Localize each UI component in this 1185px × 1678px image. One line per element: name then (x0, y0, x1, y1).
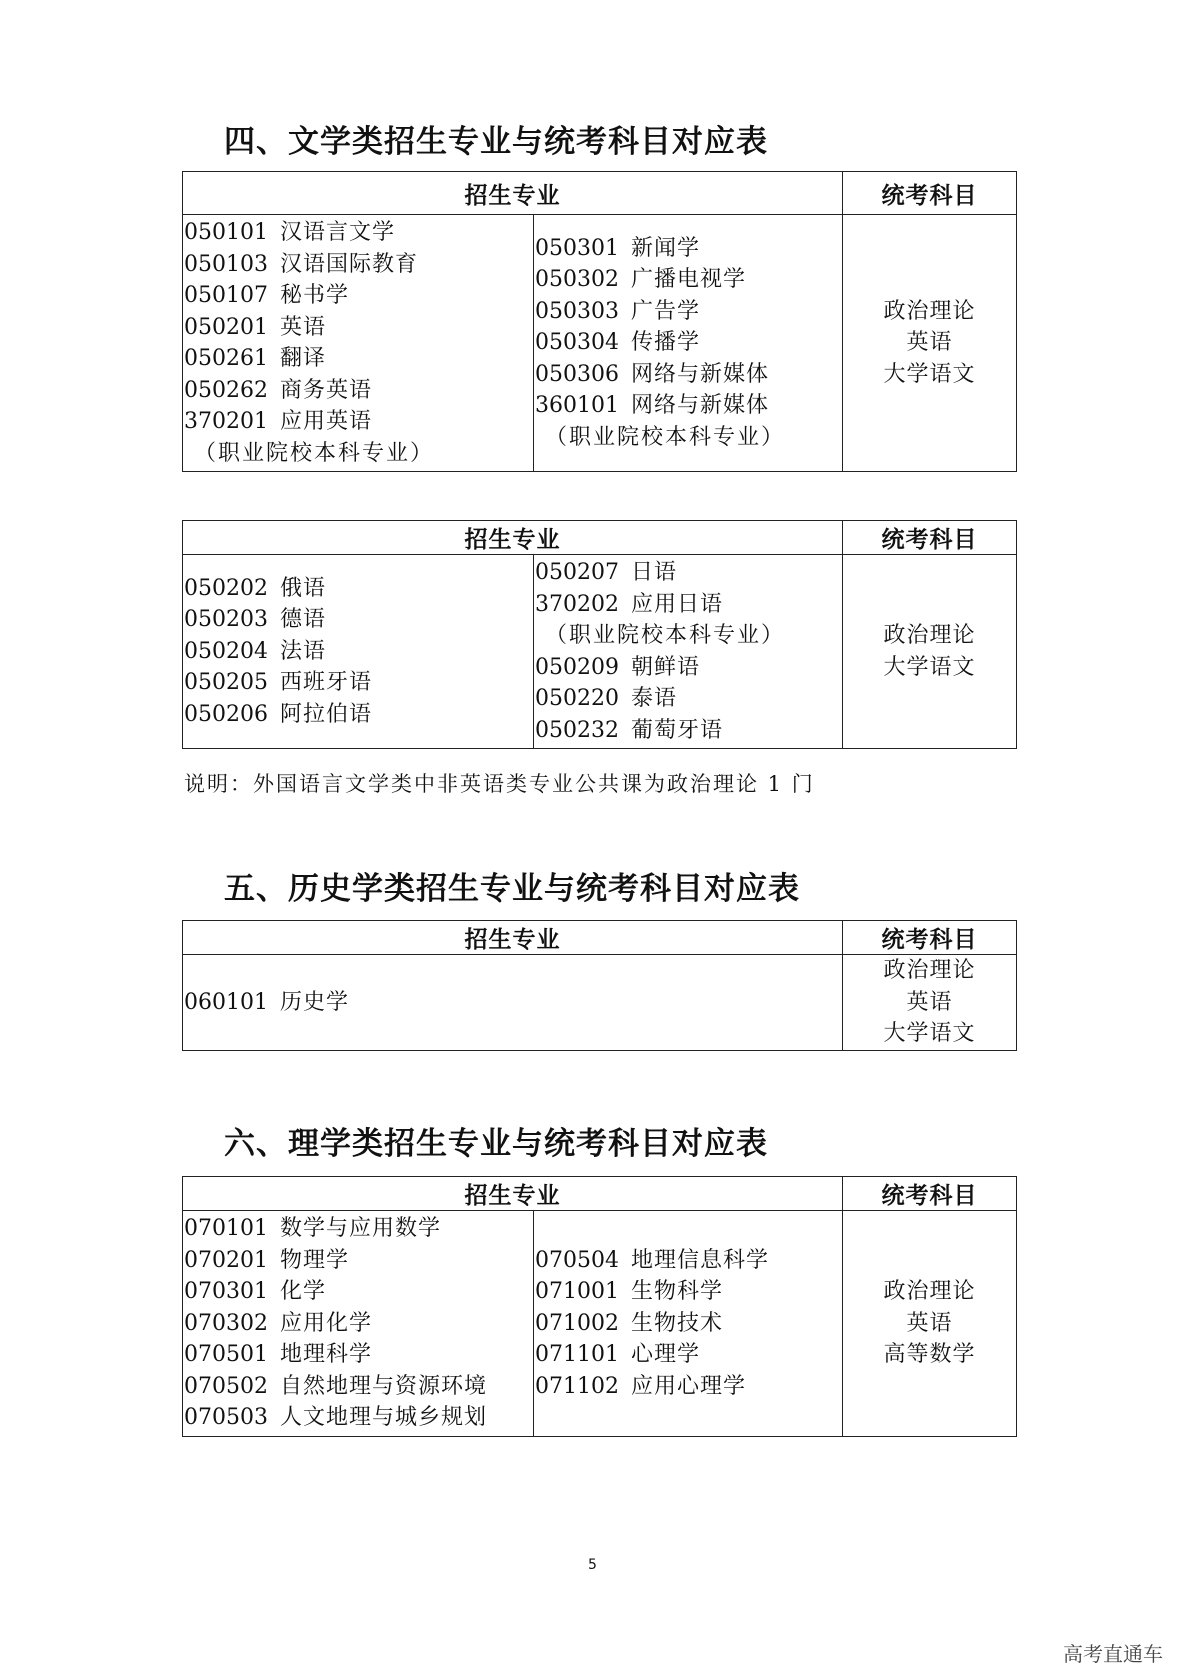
majors-left-column (183, 1211, 534, 1437)
majors-column (183, 955, 843, 1051)
majors-right-column (534, 555, 843, 749)
list-item: 050203 德语 (184, 607, 326, 633)
list-item: 070503 人文地理与城乡规划 (184, 1405, 487, 1430)
watermark: 高考直通车 (1063, 1642, 1163, 1666)
subjects-cell (843, 555, 1017, 749)
header-majors: 招生专业 (183, 921, 843, 955)
list-item: 360101 网络与新媒体 (535, 393, 769, 419)
table-science (182, 1176, 1017, 1437)
list-item: 070201 物理学 (184, 1247, 349, 1273)
header-majors: 招生专业 (183, 172, 843, 215)
subject: 政治理论 (883, 1279, 976, 1304)
section-title-science: 六、理学类招生专业与统考科目对应表 (224, 1126, 768, 1162)
subject: 英语 (906, 989, 953, 1015)
list-item: 050207 日语 (535, 560, 677, 585)
list-item: 050202 俄语 (184, 575, 326, 601)
table-literature-1 (182, 171, 1017, 472)
list-item: 060101 历史学 (184, 989, 349, 1015)
section-title-history: 五、历史学类招生专业与统考科目对应表 (224, 871, 800, 907)
list-item: 050306 网络与新媒体 (535, 361, 769, 387)
page-number: 5 (588, 1557, 597, 1573)
majors-left-column (183, 215, 534, 472)
list-item: 050204 法语 (184, 638, 326, 664)
list-item: 050107 秘书学 (184, 283, 349, 308)
vocational-note: （职业院校本科专业） (545, 623, 786, 648)
subjects-cell (843, 215, 1017, 472)
header-majors: 招生专业 (183, 1177, 843, 1211)
section-title-literature: 四、文学类招生专业与统考科目对应表 (224, 124, 768, 160)
subject: 大学语文 (883, 361, 976, 387)
subject: 政治理论 (883, 958, 976, 983)
majors-right-column (534, 215, 843, 472)
subjects-cell (843, 1211, 1017, 1437)
list-item: 050262 商务英语 (184, 377, 372, 403)
header-majors: 招生专业 (183, 521, 843, 555)
vocational-note: （职业院校本科专业） (545, 424, 786, 450)
list-item: 071001 生物科学 (535, 1279, 723, 1304)
list-item: 070502 自然地理与资源环境 (184, 1373, 487, 1399)
header-subjects: 统考科目 (843, 921, 1017, 955)
list-item: 050232 葡萄牙语 (535, 717, 723, 743)
list-item: 050261 翻译 (184, 346, 326, 371)
header-subjects: 统考科目 (843, 521, 1017, 555)
list-item: 050220 泰语 (535, 686, 677, 711)
list-item: 050103 汉语国际教育 (184, 251, 418, 277)
list-item: 370201 应用英语 (184, 409, 372, 434)
list-item: 070302 应用化学 (184, 1310, 372, 1336)
list-item: 071101 心理学 (535, 1342, 700, 1367)
table-history (182, 920, 1017, 1051)
footnote: 说明：外国语言文学类中非英语类专业公共课为政治理论 1 门 (184, 772, 815, 796)
subject: 大学语文 (883, 1021, 976, 1046)
list-item: 050101 汉语言文学 (184, 220, 395, 245)
header-subjects: 统考科目 (843, 172, 1017, 215)
list-item: 071102 应用心理学 (535, 1373, 746, 1399)
list-item: 050303 广告学 (535, 298, 700, 324)
subject: 大学语文 (883, 654, 976, 680)
list-item: 070501 地理科学 (184, 1342, 372, 1367)
majors-right-column (534, 1211, 843, 1437)
list-item: 071002 生物技术 (535, 1310, 723, 1336)
list-item: 050301 新闻学 (535, 235, 700, 261)
list-item: 050302 广播电视学 (535, 267, 746, 293)
list-item: 370202 应用日语 (535, 591, 723, 617)
list-item: 070101 数学与应用数学 (184, 1216, 441, 1241)
list-item: 050209 朝鲜语 (535, 654, 700, 680)
list-item: 050206 阿拉伯语 (184, 701, 372, 727)
list-item: 070504 地理信息科学 (535, 1247, 769, 1273)
list-item: 050201 英语 (184, 314, 326, 340)
list-item: 050205 西班牙语 (184, 670, 372, 696)
subjects-cell (843, 955, 1017, 1051)
table-literature-2 (182, 520, 1017, 749)
list-item: 070301 化学 (184, 1279, 326, 1304)
subject: 英语 (906, 330, 953, 356)
subject: 高等数学 (883, 1342, 976, 1367)
subject: 政治理论 (883, 623, 976, 648)
subject: 政治理论 (883, 298, 976, 324)
subject: 英语 (906, 1310, 953, 1336)
list-item: 050304 传播学 (535, 330, 700, 356)
vocational-note: （职业院校本科专业） (194, 440, 435, 466)
majors-left-column (183, 555, 534, 749)
header-subjects: 统考科目 (843, 1177, 1017, 1211)
